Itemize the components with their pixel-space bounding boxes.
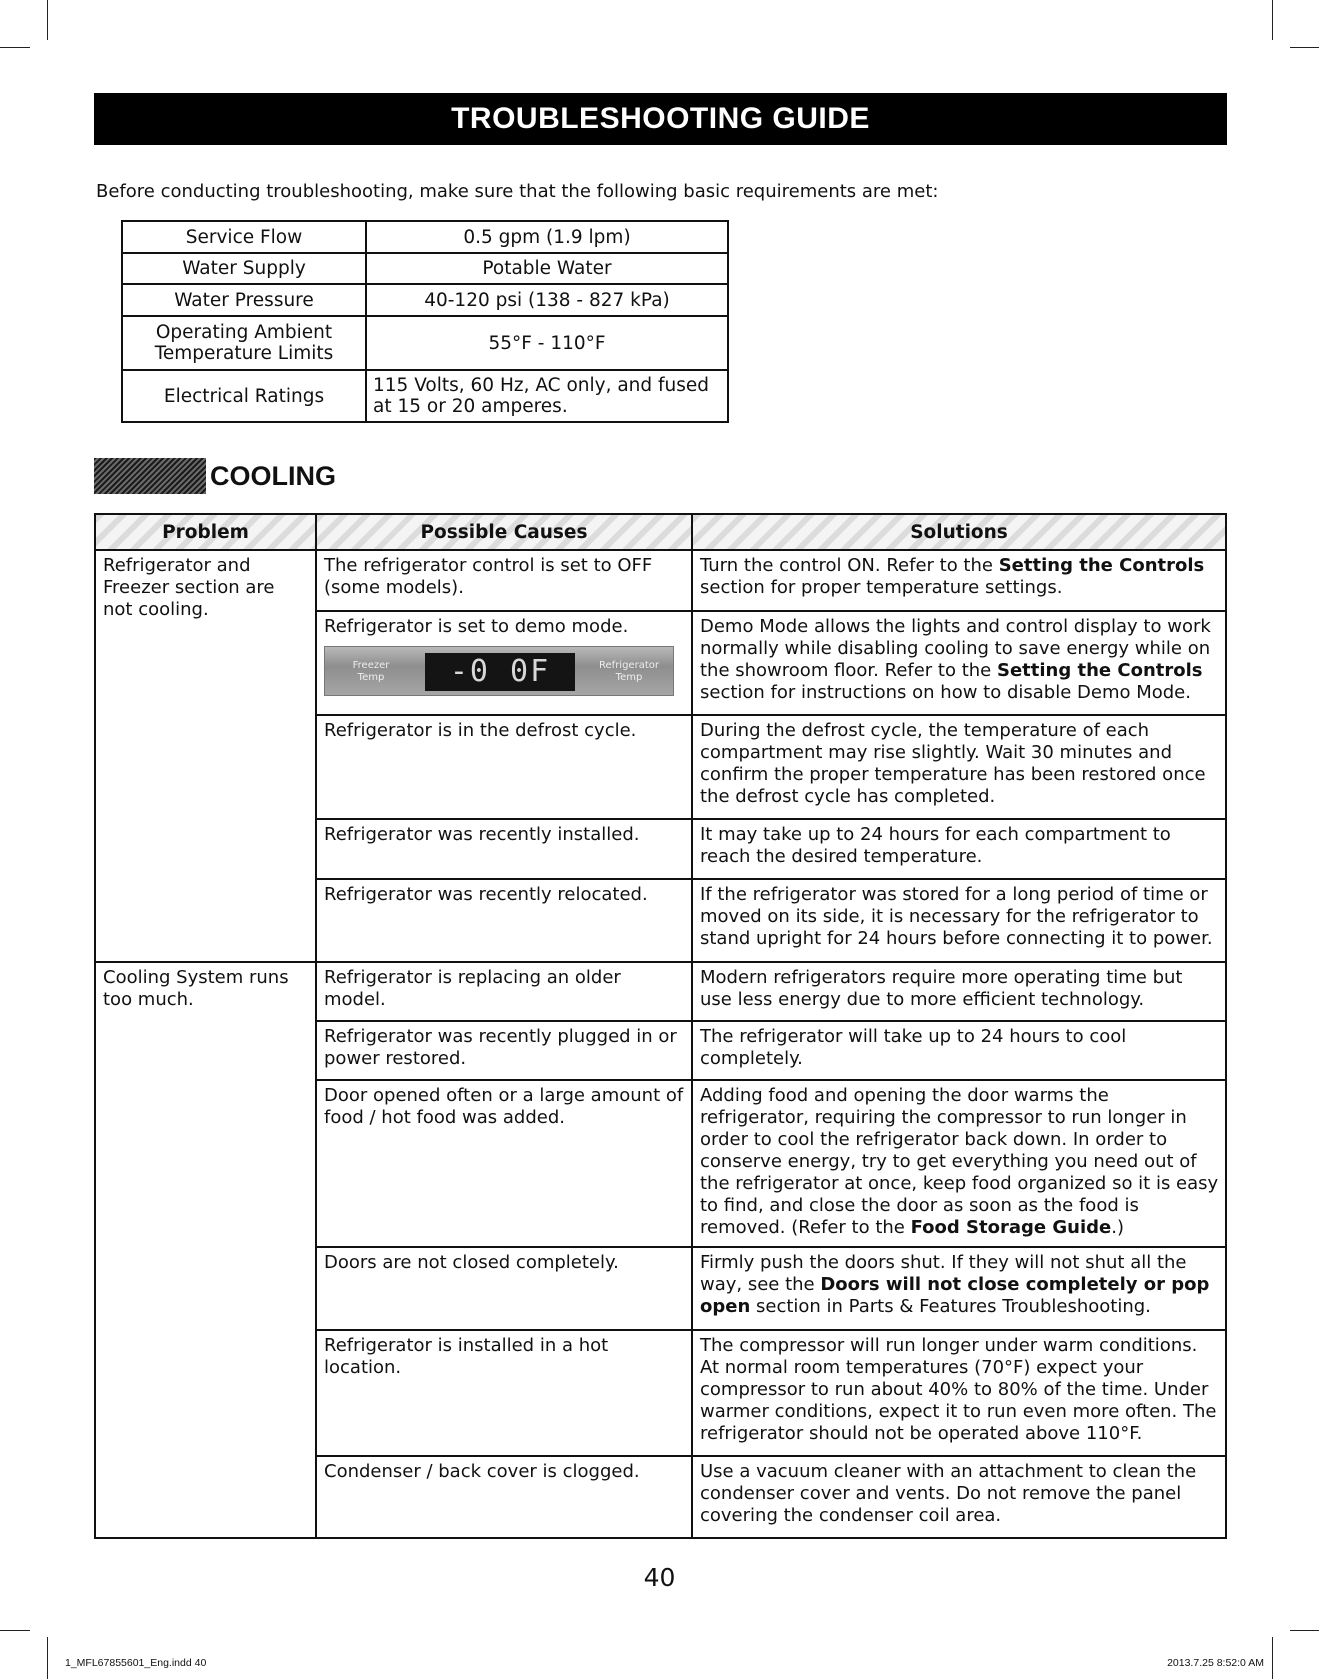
- solution-emphasis: Doors will not close completely or pop open: [700, 1274, 1210, 1317]
- control-panel-image: [324, 646, 674, 696]
- solution-cell: [692, 1247, 1226, 1330]
- cause-cell: [316, 611, 692, 715]
- crop-mark: [0, 47, 30, 48]
- solution-emphasis: Food Storage Guide: [910, 1217, 1112, 1238]
- section-bar: [94, 458, 206, 494]
- solution-cell: [692, 1080, 1226, 1247]
- table-row: [122, 370, 728, 422]
- cause-cell: The refrigerator control is set to OFF (some models).: [316, 550, 692, 611]
- panel-display: -0 0F: [425, 653, 575, 691]
- crop-mark: [1272, 1637, 1273, 1679]
- solution-cell: During the defrost cycle, the temperature of each compartment may rise slightly. Wait 30 minutes and confirm the proper temperature has been restored once the defrost cycle has completed.: [692, 715, 1226, 819]
- panel-refrigerator-label: Refrigerator Temp: [599, 660, 659, 683]
- panel-freezer-label: Freezer Temp: [352, 660, 390, 683]
- requirement-value: 0.5 gpm (1.9 lpm): [366, 221, 728, 253]
- solution-cell: It may take up to 24 hours for each compartment to reach the desired temperature.: [692, 819, 1226, 879]
- header-problem: Problem: [95, 514, 316, 550]
- cause-cell: Condenser / back cover is clogged.: [316, 1456, 692, 1538]
- header-causes: Possible Causes: [316, 514, 692, 550]
- requirement-label: Electrical Ratings: [122, 370, 366, 422]
- section-title: COOLING: [210, 460, 336, 491]
- solution-cell: [692, 550, 1226, 611]
- solution-text: section for instructions on how to disable Demo Mode.: [700, 682, 1191, 703]
- print-slug-date: 2013.7.25 8:52:0 AM: [1167, 1657, 1264, 1669]
- requirements-table: [121, 220, 729, 423]
- table-row: [95, 962, 1226, 1021]
- solution-text: Demo Mode allows the lights and control display to work normally while disabling cooling to save energy while on the showroom floor. Refer to the: [700, 616, 1211, 681]
- problem-cell: Refrigerator and Freezer section are not cooling.: [95, 550, 316, 962]
- solution-cell: [692, 611, 1226, 715]
- cause-cell: Door opened often or a large amount of food / hot food was added.: [316, 1080, 692, 1247]
- print-slug-file: 1_MFL67855601_Eng.indd 40: [65, 1657, 207, 1669]
- table-row: [122, 221, 728, 253]
- intro-text: Before conducting troubleshooting, make sure that the following basic requirements are met:: [96, 181, 939, 202]
- crop-mark: [1272, 0, 1273, 40]
- solution-cell: The compressor will run longer under warm conditions. At normal room temperatures (70°F) expect your compressor to run about 40% to 80% of the time. Under warmer conditions, expect it to run even more often. The refrigerator should not be operated above 110°F.: [692, 1330, 1226, 1456]
- requirement-value: 55°F - 110°F: [366, 316, 728, 370]
- table-row: [122, 316, 728, 370]
- cause-cell: Refrigerator was recently plugged in or power restored.: [316, 1021, 692, 1080]
- solution-cell: If the refrigerator was stored for a long period of time or moved on its side, it is necessary for the refrigerator to stand upright for 24 hours before connecting it to power.: [692, 879, 1226, 962]
- solution-text: Firmly push the doors shut. If they will not shut all the way, see the: [700, 1252, 1187, 1295]
- page-number: 40: [643, 1563, 676, 1592]
- cause-cell: Doors are not closed completely.: [316, 1247, 692, 1330]
- solution-text: .): [1111, 1217, 1124, 1238]
- solution-text: Turn the control ON. Refer to the: [700, 555, 999, 576]
- crop-mark: [1290, 1630, 1319, 1631]
- page-title: TROUBLESHOOTING GUIDE: [94, 93, 1227, 145]
- crop-mark: [47, 1637, 48, 1679]
- requirement-label: Water Supply: [122, 253, 366, 284]
- cause-cell: Refrigerator was recently installed.: [316, 819, 692, 879]
- cause-cell: Refrigerator is installed in a hot location.: [316, 1330, 692, 1456]
- solution-cell: Use a vacuum cleaner with an attachment to clean the condenser cover and vents. Do not remove the panel covering the condenser coil area.: [692, 1456, 1226, 1538]
- solution-cell: The refrigerator will take up to 24 hours to cool completely.: [692, 1021, 1226, 1080]
- problem-cell: Cooling System runs too much.: [95, 962, 316, 1538]
- solution-emphasis: Setting the Controls: [998, 555, 1205, 576]
- requirement-value: 115 Volts, 60 Hz, AC only, and fused at 15 or 20 amperes.: [366, 370, 728, 422]
- table-row: [95, 550, 1226, 611]
- requirement-value: 40-120 psi (138 - 827 kPa): [366, 284, 728, 316]
- requirement-label: Service Flow: [122, 221, 366, 253]
- table-row: [122, 253, 728, 284]
- table-row: [122, 284, 728, 316]
- cause-cell: Refrigerator is in the defrost cycle.: [316, 715, 692, 819]
- crop-mark: [0, 1630, 30, 1631]
- crop-mark: [47, 0, 48, 40]
- solution-text: Adding food and opening the door warms the refrigerator, requiring the compressor to run longer in order to cool the refrigerator back down. In order to conserve energy, try to get everything you need out of the refrigerator at once, keep food organized so it is easy to find, and close the door as soon as the food is removed. (Refer to the: [700, 1085, 1219, 1238]
- requirement-label: Water Pressure: [122, 284, 366, 316]
- requirement-label: Operating Ambient Temperature Limits: [122, 316, 366, 370]
- section-heading: [94, 458, 336, 494]
- header-solutions: Solutions: [692, 514, 1226, 550]
- solution-text: section for proper temperature settings.: [700, 577, 1063, 598]
- solution-cell: Modern refrigerators require more operating time but use less energy due to more efficient technology.: [692, 962, 1226, 1021]
- solution-emphasis: Setting the Controls: [996, 660, 1203, 681]
- cause-cell: Refrigerator was recently relocated.: [316, 879, 692, 962]
- troubleshooting-table: [94, 513, 1227, 1539]
- table-header-row: [95, 514, 1226, 550]
- cause-text: Refrigerator is set to demo mode.: [324, 616, 629, 637]
- requirement-value: Potable Water: [366, 253, 728, 284]
- cause-cell: Refrigerator is replacing an older model.: [316, 962, 692, 1021]
- solution-text: section in Parts & Features Troubleshooting.: [750, 1296, 1151, 1317]
- crop-mark: [1290, 47, 1319, 48]
